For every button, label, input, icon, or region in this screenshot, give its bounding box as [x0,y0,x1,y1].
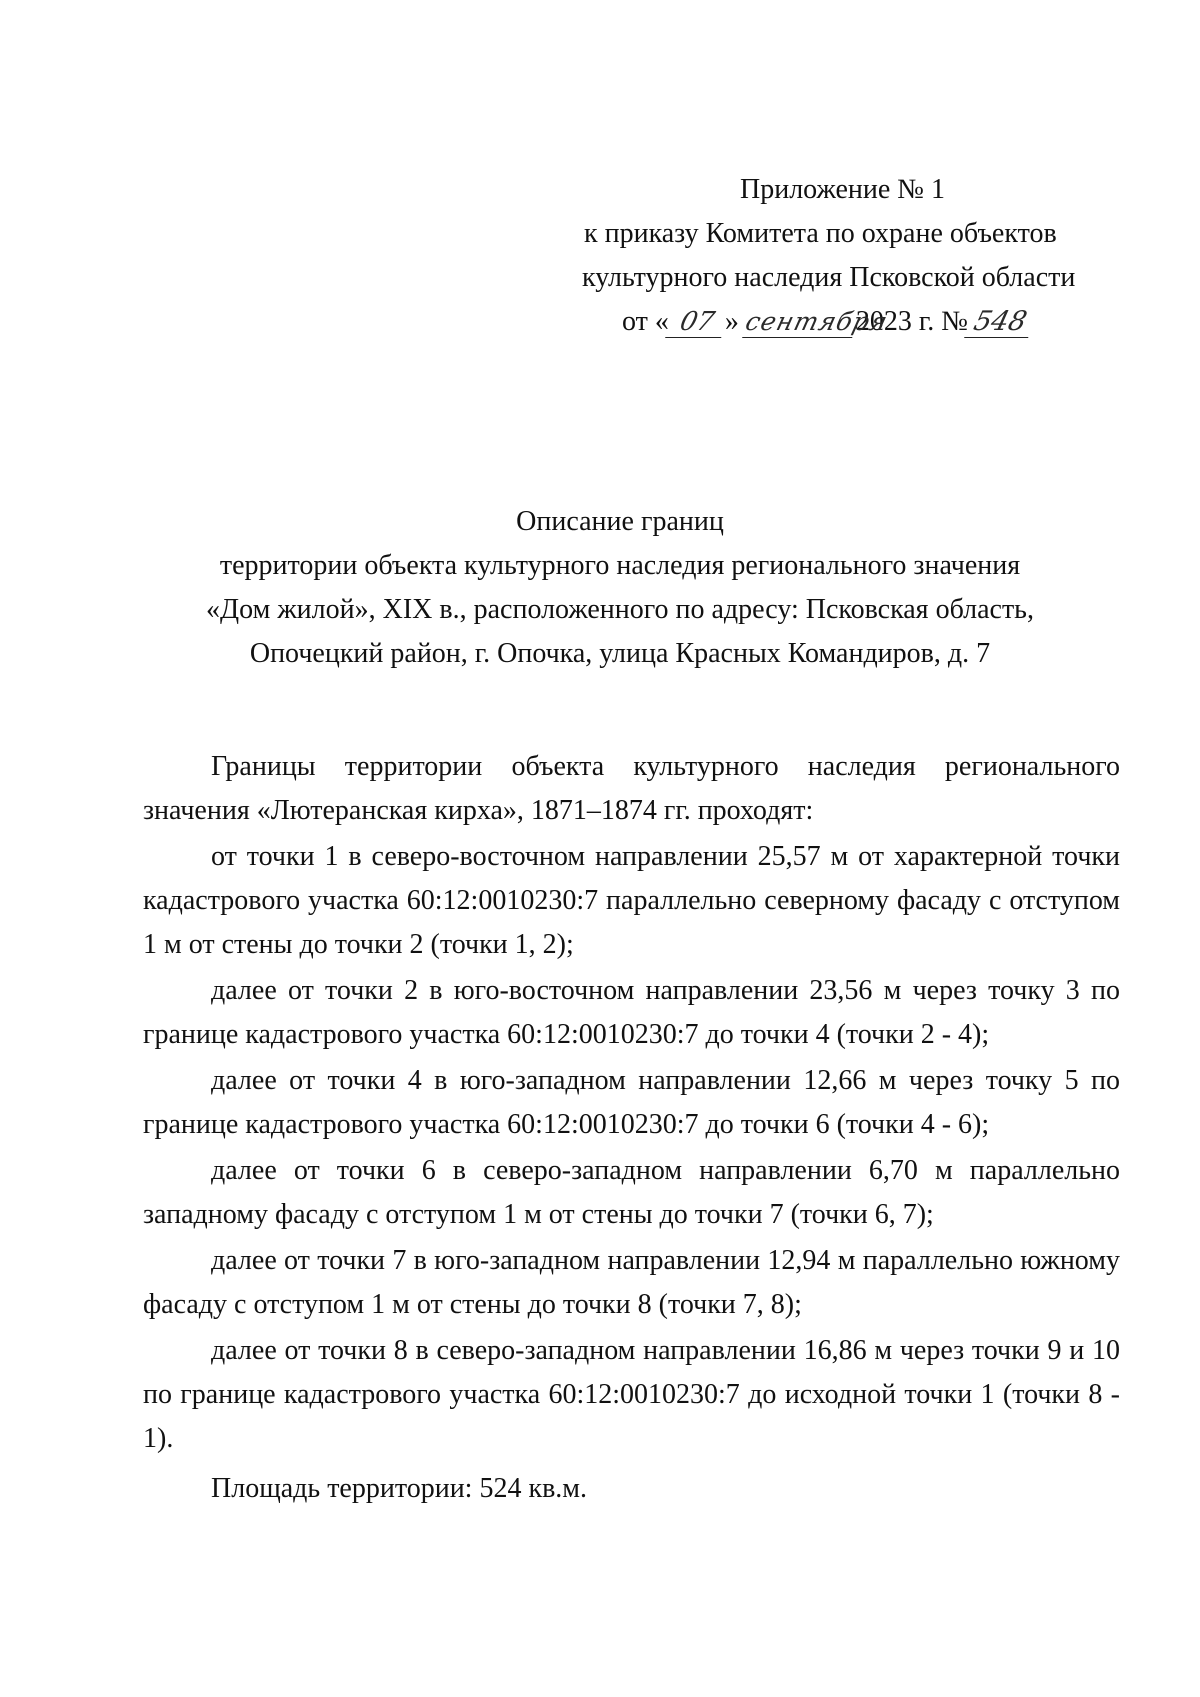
order-reference: к приказу Комитета по охране объектов [584,218,1057,249]
area-paragraph: Площадь территории: 524 кв.м. [211,1473,588,1504]
date-year: 2023 г. № [855,306,968,337]
handwritten-day: 07 [665,307,729,338]
handwritten-order-number: 548 [964,307,1036,338]
boundary-paragraph-4: далее от точки 6 в северо-западном направлении 6,70 м параллельно западному фасаду с отступом 1 м от стены до точки 7 (точки 6, 7); [143,1155,1120,1230]
boundary-paragraph-6: далее от точки 8 в северо-западном направлении 16,86 м через точки 9 и 10 по границе кадастрового участка 60:12:0010230:7 до исходной точки 1 (точки 8 - 1). [143,1335,1120,1454]
title-line-3: «Дом жилой», XIX в., расположенного по адресу: Псковская область, [206,594,1034,625]
appendix-header [560,168,1120,344]
title-line-2: территории объекта культурного наследия регионального значения [219,550,1021,581]
intro-paragraph: Границы территории объекта культурного наследия регионального значения «Лютеранская кирха», 1871–1874 гг. проходят: [143,751,1120,826]
date-mid: » [724,306,739,337]
title-line-1: Описание границ [516,506,724,537]
appendix-number: Приложение № 1 [740,174,945,205]
order-date-line [560,300,1120,344]
committee-name: культурного наследия Псковской области [582,262,1076,293]
boundary-paragraph-5: далее от точки 7 в юго-западном направлении 12,94 м параллельно южному фасаду с отступом 1 м от стены до точки 8 (точки 7, 8); [143,1245,1120,1320]
document-body [143,745,1120,1513]
boundary-paragraph-2: далее от точки 2 в юго-восточном направлении 23,56 м через точку 3 по границе кадастрового участка 60:12:0010230:7 до точки 4 (точки 2 - 4); [143,975,1120,1050]
handwritten-month: сентября [742,307,892,336]
date-prefix: от « [622,306,669,337]
title-line-4: Опочецкий район, г. Опочка, улица Красных Командиров, д. 7 [249,638,991,669]
boundary-paragraph-1: от точки 1 в северо-восточном направлении 25,57 м от характерной точки кадастрового участка 60:12:0010230:7 параллельно северному фасаду с отступом 1 м от стены до точки 2 (точки 1, 2); [143,841,1120,960]
document-title [120,500,1120,676]
boundary-paragraph-3: далее от точки 4 в юго-западном направлении 12,66 м через точку 5 по границе кадастрового участка 60:12:0010230:7 до точки 6 (точки 4 - 6); [143,1065,1120,1140]
